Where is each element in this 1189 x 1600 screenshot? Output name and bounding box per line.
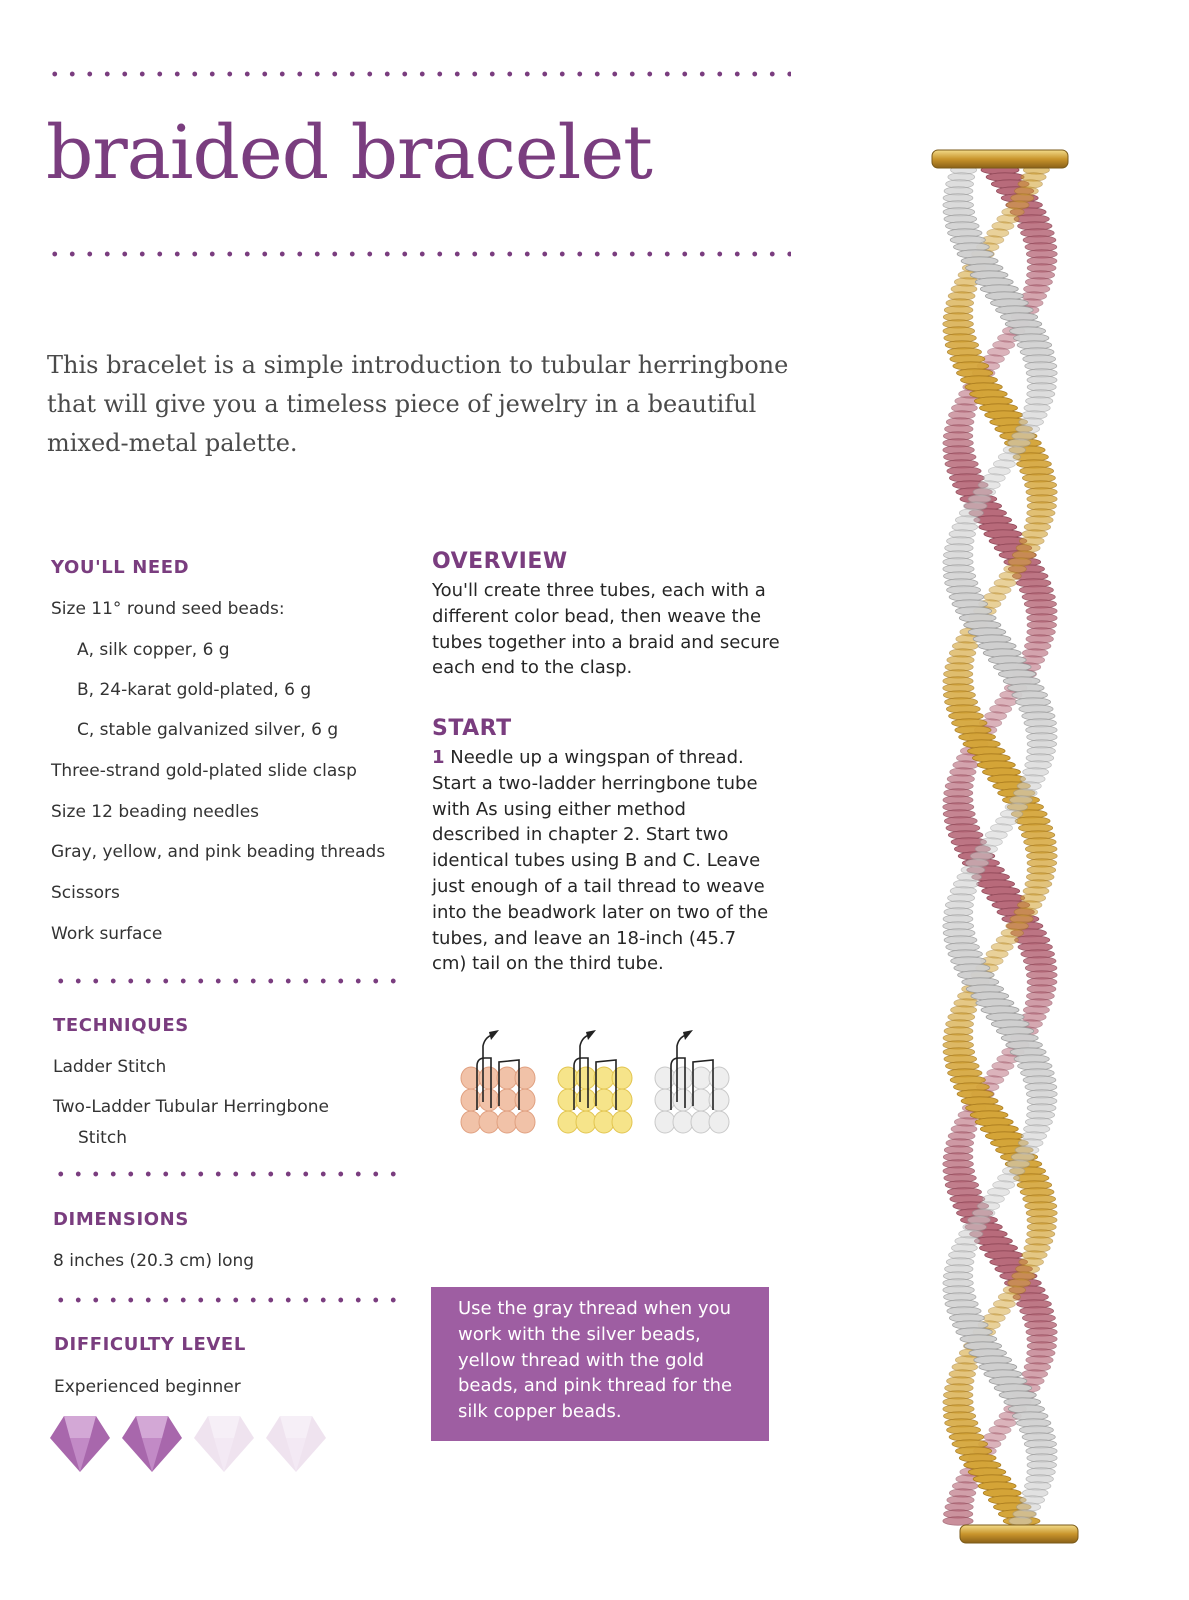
material-item: A, silk copper, 6 g [77,640,230,660]
technique-item: Ladder Stitch [53,1057,167,1077]
title-top-divider [46,71,791,77]
material-item: Size 11° round seed beads: [51,599,285,619]
technique-item: Stitch [78,1128,127,1148]
material-item: Scissors [51,883,120,903]
section-divider [52,978,402,984]
braided-bracelet-illustration [920,130,1080,1575]
step-text: Needle up a wingspan of thread. Start a two-ladder herringbone tube with As using either method described in chapter 2. Start two identical tubes using B and C. Leave just enough of a tail thread to weave into the beadwork later on two of the tubes, and leave an 18-inch (45.7 cm) tail on the third tube. [432,747,769,975]
gem-filled-icon [122,1416,182,1472]
material-item: Size 12 beading needles [51,802,260,822]
step-number: 1 [432,747,445,768]
bead-tube-diagram [655,1030,729,1133]
gem-empty-icon [266,1416,326,1472]
page-title: braided bracelet [46,110,652,196]
difficulty-heading: DIFFICULTY LEVEL [54,1334,246,1355]
material-item: Gray, yellow, and pink beading threads [51,842,386,862]
bead-tube-diagram [461,1030,535,1133]
section-divider [52,1171,402,1177]
start-heading: START [432,716,512,741]
title-bottom-divider [46,251,791,257]
material-item: Three-strand gold-plated slide clasp [51,761,357,781]
gem-filled-icon [50,1416,110,1472]
tube-diagrams [455,1028,745,1140]
material-item: B, 24-karat gold-plated, 6 g [77,680,312,700]
overview-text: You'll create three tubes, each with a different color bead, then weave the tubes together into a braid and secure each end to the clasp. [432,580,780,679]
gem-empty-icon [194,1416,254,1472]
intro-paragraph: This bracelet is a simple introduction to tubular herringbone that will give you a timeless piece of jewelry in a beautiful mixed-metal palette. [47,351,789,457]
start-step [432,745,772,977]
difficulty-rating [48,1412,338,1476]
bead-tube-diagram [558,1030,632,1133]
thread-tip-box: Use the gray thread when you work with the silver beads, yellow thread with the gold beads, and pink thread for the silk copper beads. [431,1287,769,1441]
material-item: C, stable galvanized silver, 6 g [77,720,339,740]
difficulty-value: Experienced beginner [54,1377,241,1397]
section-divider [52,1297,402,1303]
youll-need-heading: YOU'LL NEED [51,557,190,578]
dimensions-value: 8 inches (20.3 cm) long [53,1251,255,1271]
dimensions-heading: DIMENSIONS [53,1209,189,1230]
techniques-heading: TECHNIQUES [53,1015,189,1036]
material-item: Work surface [51,924,163,944]
overview-heading: OVERVIEW [432,549,568,574]
technique-item: Two-Ladder Tubular Herringbone [53,1097,329,1117]
